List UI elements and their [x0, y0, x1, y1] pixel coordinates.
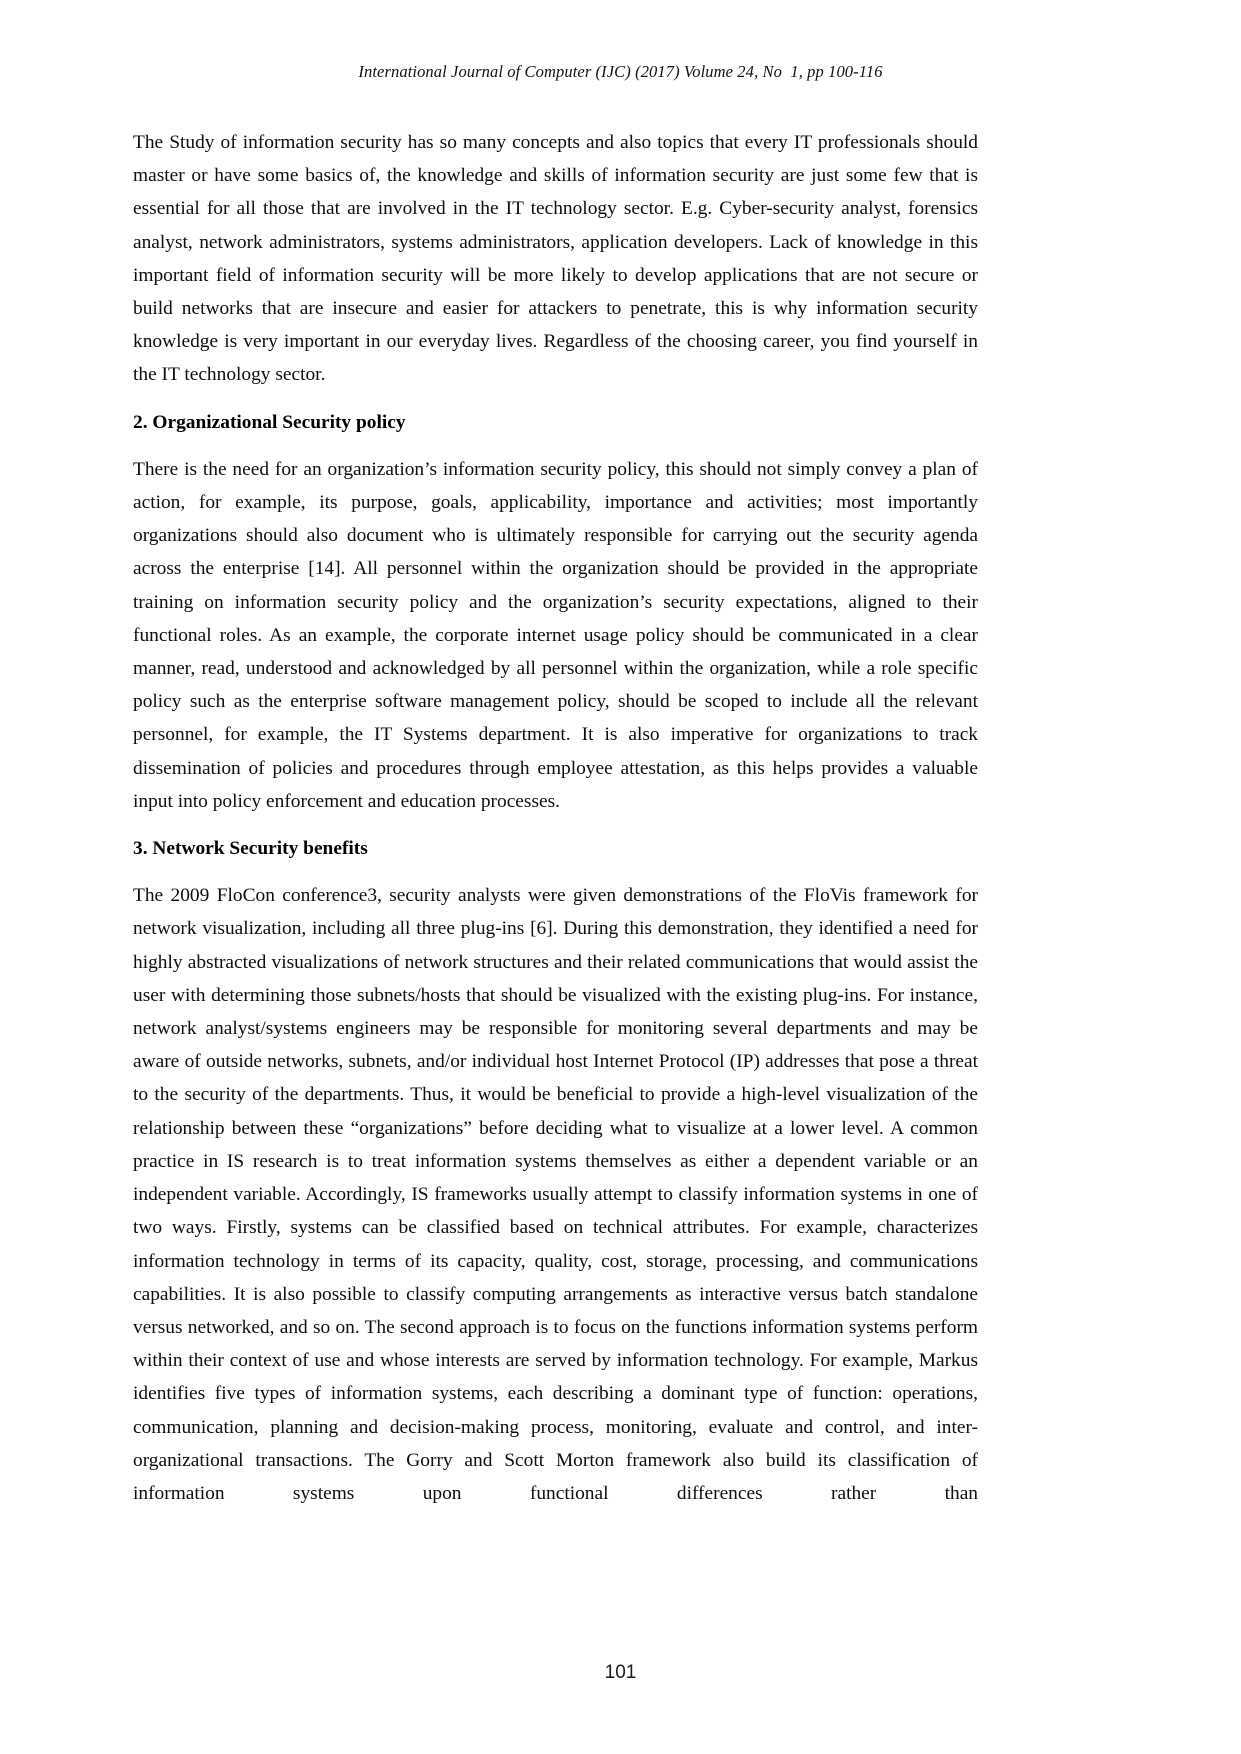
page-body: [133, 126, 978, 1510]
section-heading-network-security-benefits: 3. Network Security benefits: [133, 838, 368, 860]
heading-spacer: [133, 439, 978, 453]
paragraph-spacer: [133, 818, 978, 832]
paragraph-organizational-security-policy: There is the need for an organization’s information security policy, this should not simply convey a plan of action, for example, its purpose, goals, applicability, importance and activities; most importantly organizations should also document who is ultimately responsible for carrying out the security agenda across the enterprise [14]. All personnel within the organization should be provided in the appropriate training on information security policy and the organization’s security expectations, aligned to their functional roles. As an example, the corporate internet usage policy should be communicated in a clear manner, read, understood and acknowledged by all personnel within the organization, while a role specific policy such as the enterprise software management policy, should be scoped to include all the relevant personnel, for example, the IT Systems department. It is also imperative for organizations to track dissemination of policies and procedures through employee attestation, as this helps provides a valuable input into policy enforcement and education processes.: [133, 458, 978, 812]
running-head: International Journal of Computer (IJC) (2017) Volume 24, No 1, pp 100-116: [358, 62, 883, 81]
section-heading-organizational-security-policy: 2. Organizational Security policy: [133, 411, 406, 433]
paragraph-intro: The Study of information security has so many concepts and also topics that every IT professionals should master or have some basics of, the knowledge and skills of information security are just some few that is essential for all those that are involved in the IT technology sector. E.g. Cyber-security analyst, forensics analyst, network administrators, systems administrators, application developers. Lack of knowledge in this important field of information security will be more likely to develop applications that are not secure or build networks that are insecure and easier for attackers to penetrate, this is why information security knowledge is very important in our everyday lives. Regardless of the choosing career, you find yourself in the IT technology sector.: [133, 132, 978, 386]
page-number: 101: [604, 1662, 637, 1683]
heading-spacer: [133, 865, 978, 879]
paragraph-network-security-benefits: The 2009 FloCon conference3, security analysts were given demonstrations of the FloVis framework for network visualization, including all three plug-ins [6]. During this demonstration, they identified a need for highly abstracted visualizations of network structures and their related communications that would assist the user with determining those subnets/hosts that should be visualized with the existing plug-ins. For instance, network analyst/systems engineers may be responsible for monitoring several departments and may be aware of outside networks, subnets, and/or individual host Internet Protocol (IP) addresses that pose a threat to the security of the departments. Thus, it would be beneficial to provide a high-level visualization of the relationship between these “organizations” before deciding what to visualize at a lower level. A common practice in IS research is to treat information systems themselves as either a dependent variable or an independent variable. Accordingly, IS frameworks usually attempt to classify information systems in one of two ways. Firstly, systems can be classified based on technical attributes. For example, characterizes information technology in terms of its capacity, quality, cost, storage, processing, and communications capabilities. It is also possible to classify computing arrangements as interactive versus batch standalone versus networked, and so on. The second approach is to focus on the functions information systems perform within their context of use and whose interests are served by information technology. For example, Markus identifies five types of information systems, each describing a dominant type of function: operations, communication, planning and decision-making process, monitoring, evaluate and control, and inter-organizational transactions. The Gorry and Scott Morton framework also build its classification of information systems upon functional differences rather than: [133, 885, 978, 1504]
paragraph-spacer: [133, 392, 978, 406]
